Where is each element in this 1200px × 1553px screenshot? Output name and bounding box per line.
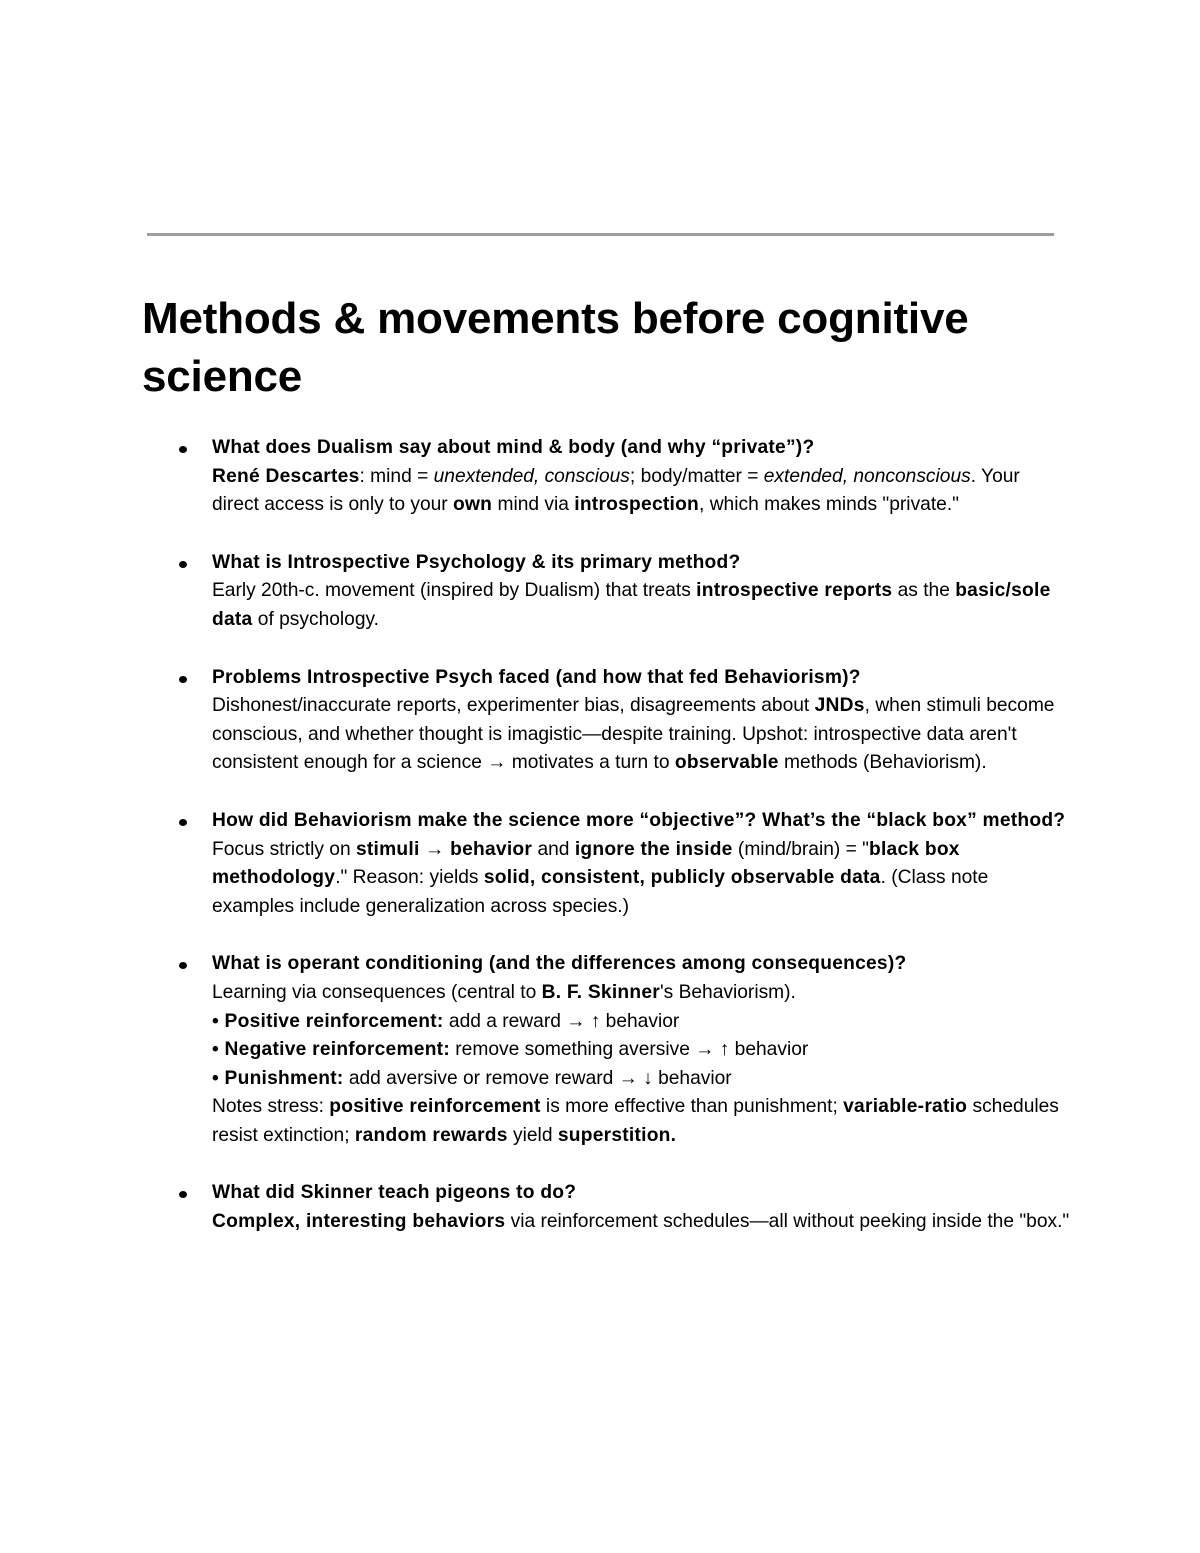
answer-bold: black box methodology <box>212 838 960 889</box>
qa-list <box>0 434 1072 1266</box>
list-item <box>0 549 1072 635</box>
answer <box>212 836 1072 922</box>
answer-text: 's Behaviorism). <box>660 981 796 1003</box>
question: What does Dualism say about mind & body (and why “private”)? <box>212 437 815 458</box>
sub-bullet-text: add a reward → ↑ behavior <box>443 1010 680 1032</box>
sub-bullet-label: • Punishment: <box>212 1067 344 1089</box>
answer-text: Learning via consequences (central to <box>212 981 542 1003</box>
answer-text: is more effective than punishment; <box>540 1096 844 1118</box>
sub-bullet-text: add aversive or remove reward → ↓ behavior <box>343 1067 732 1089</box>
answer-bold: stimuli → behavior <box>355 838 533 860</box>
answer <box>212 692 1072 778</box>
answer <box>212 577 1072 634</box>
answer-text: schedules resist extinction; <box>212 1096 1059 1146</box>
answer-notes <box>212 1093 1072 1150</box>
answer <box>212 463 1072 520</box>
list-item <box>0 807 1072 921</box>
sub-bullet-negative <box>212 1036 1072 1065</box>
list-item <box>0 950 1072 1150</box>
answer-bold: introspection <box>574 494 700 516</box>
question: What did Skinner teach pigeons to do? <box>212 1182 577 1204</box>
question: Problems Introspective Psych faced (and how that fed Behaviorism)? <box>212 666 861 688</box>
question: How did Behaviorism make the science more “objective”? What’s the “black box” method? <box>212 809 1066 831</box>
answer-bold: Complex, interesting behaviors <box>212 1211 506 1233</box>
answer-text: Dishonest/inaccurate reports, experimenter bias, disagreements about <box>212 695 815 717</box>
answer-text: of psychology. <box>252 608 380 630</box>
list-item <box>0 664 1072 778</box>
page-title: Methods & movements before cognitive science <box>142 294 969 401</box>
answer-bold: positive reinforcement <box>329 1096 541 1118</box>
answer-text: Notes stress: <box>212 1096 330 1118</box>
bullet-icon <box>179 819 187 826</box>
horizontal-rule <box>147 233 1054 236</box>
sub-bullet-label: • Negative reinforcement: <box>212 1039 450 1061</box>
answer-bold: variable-ratio <box>843 1096 968 1118</box>
answer-text: mind via <box>492 494 575 516</box>
answer-line <box>212 979 1072 1008</box>
answer-bold: observable <box>674 752 779 774</box>
answer-bold: superstition. <box>557 1124 677 1146</box>
answer-text: as the <box>892 580 956 602</box>
answer-text: via reinforcement schedules—all without peeking inside the "box." <box>505 1211 1070 1233</box>
sub-bullet-text: remove something aversive → ↑ behavior <box>449 1039 809 1061</box>
answer <box>212 979 1072 1151</box>
answer-text: , when stimuli become conscious, and whether thought is imagistic—despite training. Upshot: introspective data aren't consistent enough for a science → motivates a turn to <box>212 695 1055 774</box>
bullet-icon <box>179 962 187 969</box>
sub-bullet-label: • Positive reinforcement: <box>212 1010 444 1032</box>
answer-bold: JNDs <box>814 695 865 717</box>
answer-bold: own <box>453 494 493 516</box>
answer-text: Early 20th-c. movement (inspired by Dualism) that treats <box>212 580 697 602</box>
answer-text: Focus strictly on <box>212 838 356 860</box>
answer-bold: basic/sole data <box>212 580 1051 630</box>
answer-text: yield <box>507 1124 558 1146</box>
answer-text: ; body/matter = <box>629 465 764 487</box>
bullet-icon <box>179 676 187 683</box>
answer-text: . Your direct access is only to your <box>212 465 1020 516</box>
bullet-icon <box>179 561 187 568</box>
answer-text: : mind = <box>359 465 434 487</box>
answer-text: , which makes minds "private." <box>699 494 959 516</box>
answer-bold: introspective reports <box>696 580 893 602</box>
answer-text: ." Reason: yields <box>335 867 484 889</box>
answer-bold: random rewards <box>354 1124 508 1146</box>
question: What is operant conditioning (and the differences among consequences)? <box>212 953 907 975</box>
answer-bold: B. F. Skinner <box>541 981 660 1003</box>
question: What is Introspective Psychology & its primary method? <box>212 551 741 573</box>
answer-bold: solid, consistent, publicly observable data <box>483 867 881 889</box>
answer-bold: ignore the inside <box>574 838 733 860</box>
answer-text: methods (Behaviorism). <box>778 752 987 774</box>
bullet-icon <box>179 1191 187 1198</box>
answer-italic: extended, nonconscious <box>763 465 971 487</box>
answer-bold: René Descartes <box>212 465 360 487</box>
answer-text: . (Class note examples include generalization across species.) <box>212 867 989 917</box>
answer-italic: unextended, conscious <box>433 465 630 487</box>
answer <box>212 1208 1072 1237</box>
sub-bullet-positive <box>212 1008 1072 1037</box>
answer-text: and <box>532 838 575 860</box>
list-item <box>0 1179 1072 1236</box>
sub-bullet-punishment <box>212 1065 1072 1094</box>
answer-text: (mind/brain) = " <box>732 838 869 860</box>
list-item <box>0 434 1072 520</box>
bullet-icon <box>179 446 187 453</box>
